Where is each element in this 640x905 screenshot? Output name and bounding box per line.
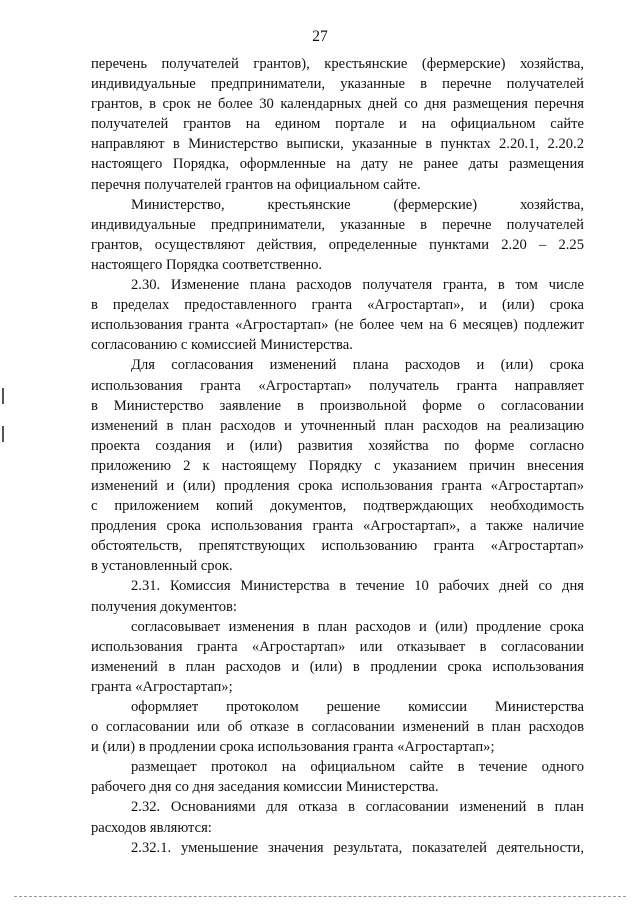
text-line: гранта «Агростартап»; [91,678,233,695]
document-body [91,54,584,858]
scan-margin-mark [2,426,4,442]
text-line: о согласовании или об отказе в согласовании изменений в план расходов [91,719,584,736]
text-line: использования гранта «Агростартап» получатель гранта направляет [91,377,584,394]
text-line: в установленный срок. [91,558,233,575]
text-line: направляют в Министерство выписки, указанные в пунктах 2.20.1, 2.20.2 [91,136,584,153]
text-line: продления срока использования гранта «Агростартап», а также наличие [91,518,584,535]
text-line: грантов, в срок не более 30 календарных дней со дня размещения перечня [91,96,584,113]
text-line: оформляет протоколом решение комиссии Министерства [131,699,584,715]
text-line: обстоятельств, препятствующих использованию гранта «Агростартап» [91,538,584,555]
text-line: грантов, осуществляют действия, определенные пунктами 2.20 – 2.25 [91,236,584,253]
scan-bottom-rule [14,896,626,897]
text-line: согласованию с комиссией Министерства. [91,337,353,354]
text-line: Министерство, крестьянские (фермерские) хозяйства, [131,196,584,213]
text-line: рабочего дня со дня заседания комиссии Министерства. [91,779,439,796]
scan-margin-mark [2,388,4,404]
text-line: в Министерство заявление в произвольной форме о согласовании [91,397,584,414]
text-line: изменений в план расходов и уточненный план расходов на реализацию [91,417,584,434]
text-line: и (или) в продлении срока использования гранта «Агростартап»; [91,739,495,756]
text-line: перечень получателей грантов), крестьянские (фермерские) хозяйства, [91,56,584,72]
text-line: проекта создания и (или) развития хозяйства по форме согласно [91,437,584,454]
text-line: расходов являются: [91,819,212,836]
text-line: настоящего Порядка, оформленные на дату не ранее даты размещения [91,156,584,173]
page-number: 27 [312,28,328,45]
text-line: 2.31. Комиссия Министерства в течение 10 рабочих дней со дня [131,578,584,595]
text-line: использования гранта «Агростартап» (не более чем на 6 месяцев) подлежит [91,317,584,334]
text-line: изменений в план расходов и (или) в продлении срока использования [91,658,584,675]
text-line: индивидуальные предприниматели, указанные в перечне получателей [91,216,584,233]
text-line: размещает протокол на официальном сайте в течение одного [131,759,584,776]
text-line: изменений и (или) продления срока использования гранта «Агростартап» [91,477,584,494]
text-line: приложению 2 к настоящему Порядку с указанием причин внесения [91,457,584,474]
text-line: 2.32.1. уменьшение значения результата, показателей деятельности, [131,839,584,856]
text-line: перечня получателей грантов на официальном сайте. [91,176,421,193]
text-line: Для согласования изменений плана расходов и (или) срока [131,357,584,374]
text-line: 2.30. Изменение плана расходов получателя гранта, в том числе [131,277,584,294]
text-line: настоящего Порядка соответственно. [91,256,323,273]
text-line: использования гранта «Агростартап» или отказывает в согласовании [91,638,584,655]
text-line: в пределах предоставленного гранта «Агростартап», и (или) срока [91,297,584,314]
text-line: с приложением копий документов, подтверждающих необходимость [91,498,584,515]
text-line: индивидуальные предприниматели, указанные в перечне получателей [91,76,584,93]
text-line: получателей грантов на едином портале и на официальном сайте [91,116,584,133]
text-line: 2.32. Основаниями для отказа в согласовании изменений в план [131,799,584,816]
text-line: получения документов: [91,598,237,615]
text-line: согласовывает изменения в план расходов и (или) продление срока [131,618,584,635]
